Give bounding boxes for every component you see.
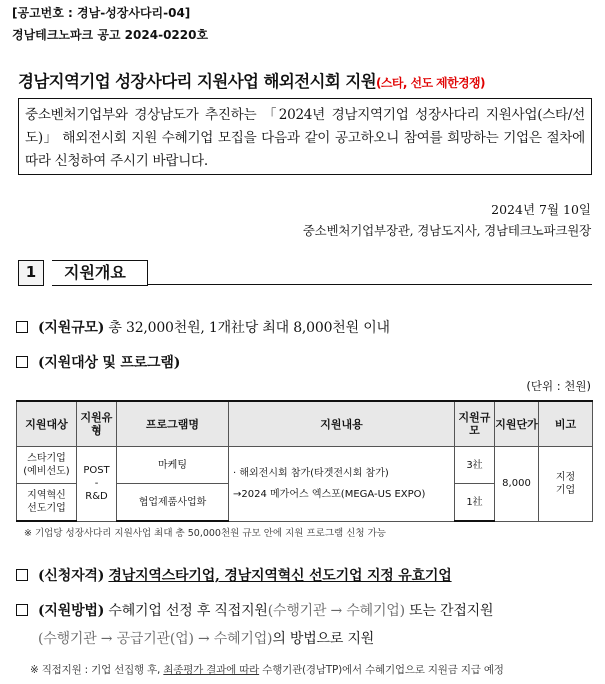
support-method-cont [38,628,374,648]
content-line-2: →2024 메가어스 엑스포(MEGA-US EXPO) [233,488,426,500]
method-label: (지원방법) [38,603,105,619]
scale-label: (지원규모) [38,320,105,336]
col-program: 프로그램명 [117,401,229,447]
checkbox-icon [16,569,28,581]
page-title [18,68,485,92]
support-method [16,600,493,620]
table-row [17,447,593,484]
qualification [16,565,452,585]
table-header-row [17,401,593,447]
target-label: (지원대상 및 프로그램) [38,355,181,371]
note2-underline: 최종평가 결과에 따라 [163,664,260,676]
method-direct-flow: (수행기관 → 수혜기업) [267,603,405,619]
content-line-1: · 해외전시회 참가(타겟전시회 참가) [233,467,389,479]
checkbox-icon [16,604,28,616]
title-main: 경남지역기업 성장사다리 지원사업 해외전시회 지원 [18,72,377,91]
section-number: 1 [18,260,44,286]
direct-support-note [30,662,504,677]
section-divider [148,284,592,285]
col-price: 지원단가 [495,401,539,447]
col-remark: 비고 [539,401,593,447]
note2-a: ※ 직접지원 : 기업 선집행 후, [30,664,164,676]
qual-text: 경남지역스타기업, 경남지역혁신 선도기업 지정 유효기업 [108,568,452,584]
col-target: 지원대상 [17,401,77,447]
issuer: 중소벤처기업부장관, 경남도지사, 경남테크노파크원장 [302,223,591,238]
section-title: 지원개요 [52,260,148,286]
col-content: 지원내용 [229,401,455,447]
support-scale [16,317,390,337]
cell-price: 8,000 [495,447,539,522]
checkbox-icon [16,321,28,333]
note2-b: 수행기관(경남TP)에서 수혜기업으로 지원금 지급 예정 [259,664,504,676]
cell-program: 마케팅 [117,447,229,484]
scale-text: 총 32,000천원, 1개社당 최대 8,000천원 이내 [104,320,390,336]
method-indirect-flow: (수행기관 → 공급기관(업) → 수혜기업) [38,631,273,647]
cell-program: 협업제품사업화 [117,484,229,522]
method-text-1: 수혜기업 선정 후 직접지원 [104,603,268,619]
checkbox-icon [16,356,28,368]
announce-date: 2024년 7월 10일 [491,202,591,217]
table-note: ※ 기업당 성장사다리 지원사업 최대 총 50,000천원 규모 안에 지원 프로그램 신청 가능 [24,528,386,539]
cell-type: POST - R&D [77,447,117,522]
program-table [16,400,593,522]
unit-label: (단위 : 천원) [526,379,591,393]
cell-remark: 지정 기업 [539,447,593,522]
notice-number: [공고번호 : 경남-성장사다리-04] [12,6,191,20]
col-scale: 지원규모 [455,401,495,447]
cell-scale: 1社 [455,484,495,522]
cell-target: 스타기업 (예비선도) [17,447,77,484]
method-text-3: 의 방법으로 지원 [272,631,375,647]
title-sub: (스타, 선도 제한경쟁) [376,76,485,90]
col-type: 지원유형 [77,401,117,447]
intro-box: 중소벤처기업부와 경상남도가 추진하는 「2024년 경남지역기업 성장사다리 지원사업(스타/선도)」 해외전시회 지원 수혜기업 모집을 다음과 같이 공고하오니 참여를 희망하는 기업은 절차에 따라 신청하여 주시기 바랍니다. [18,98,592,175]
qual-label: (신청자격) [38,568,105,584]
support-target [16,352,180,372]
cell-content [229,447,455,522]
method-text-2: 또는 간접지원 [404,603,494,619]
cell-scale: 3社 [455,447,495,484]
notice-line: 경남테크노파크 공고 2024-0220호 [12,28,209,42]
cell-target: 지역혁신 선도기업 [17,484,77,522]
